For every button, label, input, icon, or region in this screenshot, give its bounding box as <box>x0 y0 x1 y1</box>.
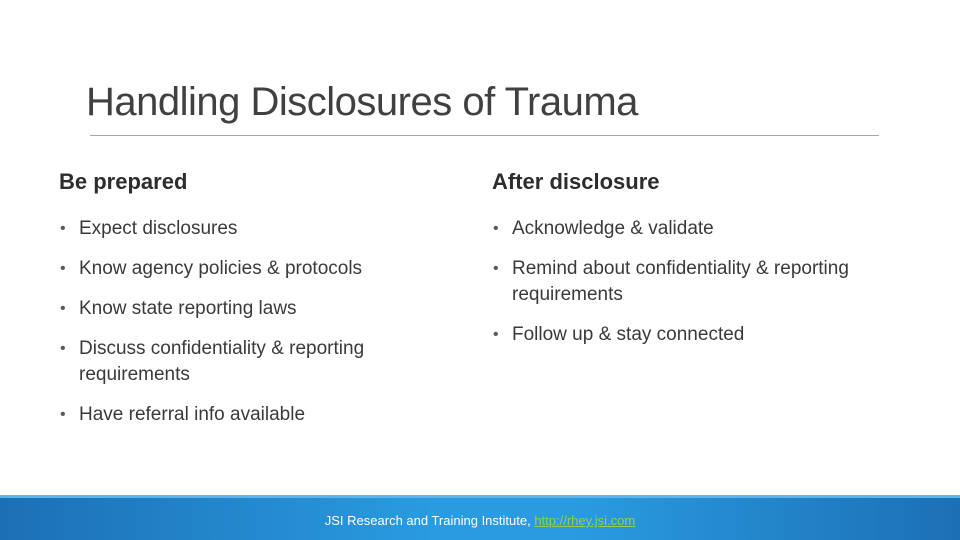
list-item <box>492 256 852 308</box>
footer-bar <box>0 498 960 540</box>
list-item-text: Expect disclosures <box>79 218 238 239</box>
bullet-icon: • <box>493 326 499 343</box>
list-item-text: Acknowledge & validate <box>512 218 714 239</box>
list-item-text: Have referral info available <box>79 404 306 425</box>
right-bullet-list <box>492 216 852 348</box>
bullet-icon: • <box>60 260 66 277</box>
bullet-icon: • <box>493 260 499 277</box>
footer-credit <box>0 513 960 528</box>
left-bullet-list <box>59 216 449 428</box>
left-column <box>59 168 449 442</box>
list-item-text: Remind about confidentiality & reporting requirements <box>512 258 849 305</box>
list-item <box>59 296 449 322</box>
footer-credit-text: JSI Research and Training Institute, <box>324 513 535 528</box>
list-item-text: Know state reporting laws <box>79 298 297 319</box>
bullet-icon: • <box>60 300 66 317</box>
list-item <box>59 402 449 428</box>
list-item <box>59 216 449 242</box>
list-item <box>492 216 852 242</box>
right-column-heading: After disclosure <box>492 169 660 194</box>
footer-link[interactable]: http://rhey.jsi.com <box>534 513 636 528</box>
list-item <box>59 336 449 388</box>
bullet-icon: • <box>60 340 66 357</box>
list-item-text: Discuss confidentiality & reporting requirements <box>79 338 365 385</box>
left-column-heading: Be prepared <box>59 169 188 194</box>
title-divider <box>90 135 879 136</box>
bullet-icon: • <box>60 406 66 423</box>
right-column <box>492 168 852 362</box>
list-item <box>492 322 852 348</box>
list-item <box>59 256 449 282</box>
bullet-icon: • <box>493 220 499 237</box>
list-item-text: Follow up & stay connected <box>512 324 745 345</box>
bullet-icon: • <box>60 220 66 237</box>
list-item-text: Know agency policies & protocols <box>79 258 363 279</box>
slide-title: Handling Disclosures of Trauma <box>86 80 638 124</box>
